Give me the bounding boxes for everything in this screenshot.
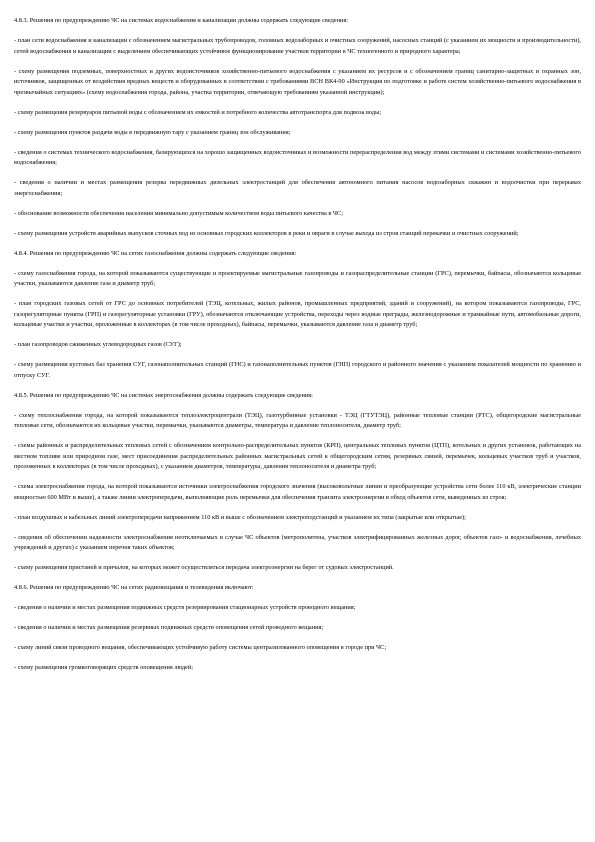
list-item: - схему размещения кустовых баз хранения СУГ, газонаполнительных станций (ГНС) и газонаполнительных пунктов (ГНП) городского и районного значения с указанием показателей мощности по хранению и отпуску СУГ. <box>14 361 581 379</box>
list-item: - схему размещения подземных, поверхностных и других водоисточников хозяйственно-питьевого водоснабжения с указанием их ресурсов и с обозначением границ санитарно-защитных и охранных зон, источников, защищенных от воздействия вредных веществ и оборудованных в соответствии с требованиями ВСН ВК4-90 «Инструкция по подготовке и работе систем хозяйственно-питьевого водоснабжения в чрезвычайных ситуациях» (схему водоснабжения города, района, участка территории, отвечающую требованиям указанной инструкции); <box>14 67 581 96</box>
list-item: - схему размещения пунктов раздачи воды в передвижную тару с указанием границ зон обслуживания; <box>14 128 291 136</box>
list-item: - схема электроснабжения города, на которой показываются источники электроснабжения городского значения (высоковольтные линии и преобразующие устройства сети более 110 кВ, электрические станции мощностью 600 МВт и выше), а также линии электропередачи, выполняющие роль перемычки для обеспечения транзита электроэнергии в обход объектов сети, выведенных из строя; <box>14 483 581 501</box>
list-item: - схему теплоснабжения города, на которой показываются теплоэлектроцентрали (ТЭЦ), газотурбинные установки - ТЭЦ (ГТУТЭЦ), районные тепловые станции (РТС), общегородские магистральные тепловые сети, обозначаются их кольцевые участки, перемычки, указываются диаметры, температура и давление теплоносителя, диаметр труб; <box>14 411 581 429</box>
list-item: - обоснование возможности обеспечения населения минимально допустимым количеством воды питьевого качества в ЧС; <box>14 209 343 217</box>
list-item: - схему линий связи проводного вещания, обеспечивающих устойчивую работу системы централизованного оповещения в городе при ЧС; <box>14 644 387 651</box>
section-heading-4-8-6: 4.8.6. Решения по предупреждению ЧС на сетях радиовещания и телевидения включают: <box>14 584 254 591</box>
list-item: - сведения о системах технического водоснабжения, базирующихся на хорошо защищенных водоисточниках и возможности перераспределения вод между этими системами и системами хозяйственно-питьевого водоснабжения; <box>14 148 581 166</box>
list-item: - план городских газовых сетей от ГРС до основных потребителей (ТЭЦ, котельных, жилых районов, промышленных предприятий, зданий и сооружений), на котором показываются газопроводы, ГРС, газорегуляторные пункты (ГРП) и газорегуляторные установки (ГРУ), обозначаются отключающие устройства, переходы через водные преграды, железнодорожные и трамвайные пути, автомобильные дороги, кольцевые участки и участки, проложенные в коллекторах (в том числе проходных), байпасы, перемычки, указываются давление газа и диаметр труб; <box>14 300 581 328</box>
section-heading-4-8-4: 4.8.4. Решения по предупреждению ЧС на сетях газоснабжения должны содержать следующие сведения: <box>14 249 297 257</box>
section-heading-4-8-3: 4.8.3. Решения по предупреждению ЧС на системах водоснабжения и канализации должны содержать следующие сведения: <box>14 17 348 24</box>
list-item: - схему размещения громкоговорящих средств оповещения людей; <box>14 664 193 671</box>
list-item: - план воздушных и кабельных линий электропередачи напряжением 110 кВ и выше с обозначением электроподстанций и указанием их типа (закрытые или открытые); <box>14 513 466 521</box>
list-item: - сведения о наличии и местах размещения резервных подвижных средств оповещения сетей проводного вещания; <box>14 624 324 631</box>
list-item: - схему размещения пристаней и причалов, на которых может осуществляться передача электроэнергии на берег от судовых электростанций. <box>14 564 394 571</box>
list-item: - сведения о наличии и местах размещения подвижных средств резервирования стационарных устройств проводного вещания; <box>14 604 356 611</box>
list-item: - сведения об обеспечении надежности электроснабжения неотключаемых в случае ЧС объектов (метрополитена, участков электрифицированных железных дорог, объектов газо- и водоснабжения, лечебных учреждений и других) с указанием перечня таких объектов; <box>14 533 581 551</box>
list-item: - схемы районных и распределительных тепловых сетей с обозначением контрольно-распределительных пунктов (КРП), центральных тепловых пунктов (ЦТП), котельных и других установок, работающих на местном топливе или природном газе, мест присоединения распределительных районных магистральных сетей к общегородским сетям, резервных связей, перемычек, кольцевых участков труб и участков, проложенных в коллекторах (в том числе проходных), с указанием диаметров, температуры, давления теплоносителя и диаметра труб; <box>14 442 581 470</box>
list-item: - схему размещения резервуаров питьевой воды с обозначением их емкостей и потребного количества автотранспорта для подвоза воды; <box>14 108 382 116</box>
section-heading-4-8-5: 4.8.5. Решения по предупреждению ЧС на системах энергоснабжения должны содержать следующие сведения: <box>14 391 313 399</box>
list-item: - сведения о наличии и местах размещения резерва передвижных дизельных электростанций для обеспечения автономного питания насосов водозаборных скважин и водоочистки при перерывах энергоснабжения; <box>14 179 581 197</box>
list-item: - план сети водоснабжения и канализации с обозначением магистральных трубопроводов, головных водозаборных и очистных сооружений, насосных станций (с указанием их мощности и производительности), сетей водоснабжения и канализации с выделением обеспечивающих устойчивое функционирование участков территории в ЧС техногенного и природного характера; <box>14 37 581 55</box>
list-item: - план газопроводов сжиженных углеводородных газов (СУГ); <box>14 341 182 348</box>
list-item: - схему размещения устройств аварийных выпусков сточных вод из основных городских коллекторов в реки и овраги в случае выхода из строя станций перекачки и очистных сооружений; <box>14 229 519 237</box>
list-item: - схему газоснабжения города, на которой показываются существующие и проектируемые магистральные газопроводы и газораспределительные станции (ГРС), перемычки, байпасы, обозначаются кольцевые участки, указываются давление газа и диаметр труб; <box>14 269 581 287</box>
